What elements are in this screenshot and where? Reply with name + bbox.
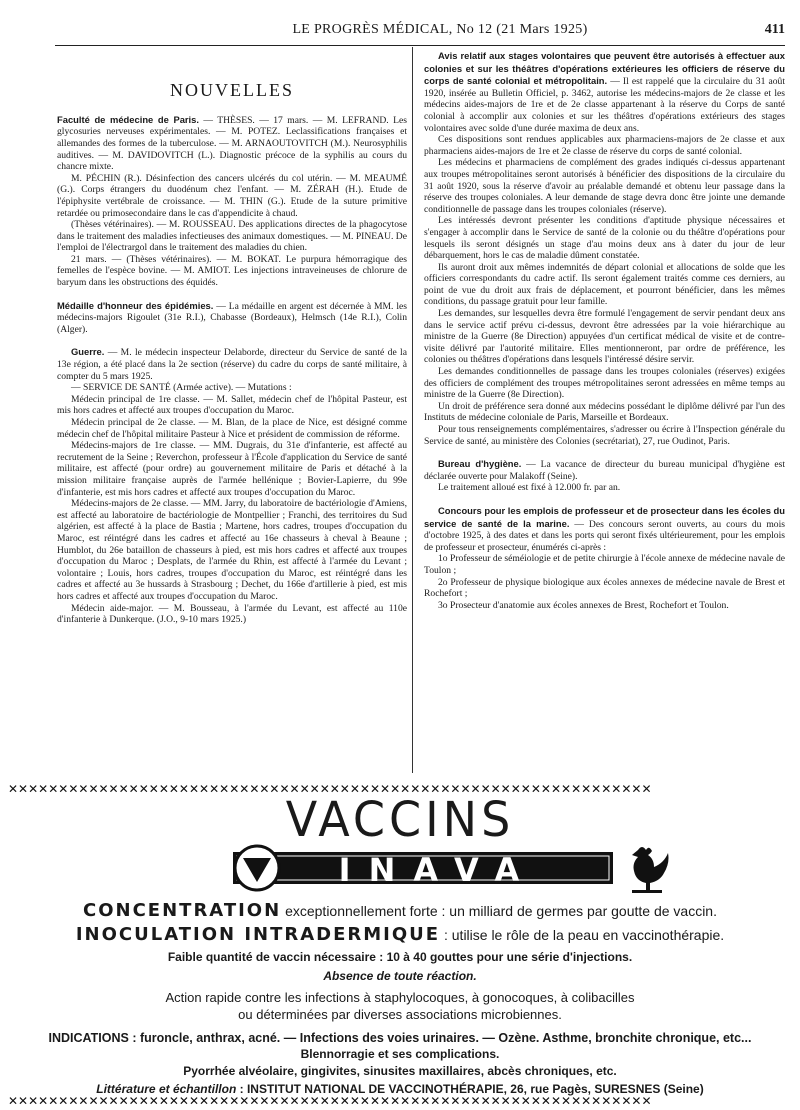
- bureau-paragraph-2: Le traitement alloué est fixé à 12.000 fr. par an.: [438, 482, 621, 494]
- concours-text: — Des concours seront ouverts, au cours du mois d'octobre 1925, à des dates et dans les ports qui seront fixés ultérieurement, pour les emplois de professeur et prosecteur, énumérés ci-après :: [424, 518, 785, 553]
- header-rule: [55, 45, 785, 46]
- faculte-paragraph: [57, 114, 407, 173]
- avis-paragraph-5: Ils auront droit aux mêmes indemnités de départ colonial et allocations de solde que les officiers correspondants du cadre actif. Ils seront également traités comme ces derniers, au point de vue du droit aux frais de déplacement, et pourront bénéficier, dans les mêmes conditions, du passage gratuit pour leur famille.: [424, 261, 785, 308]
- spacer: [424, 447, 785, 458]
- concours-heading: Concours pour les emplois de professeur et de prosecteur dans les écoles du service de santé de la marine.: [424, 504, 785, 529]
- right-column: [424, 50, 785, 772]
- ad-line-blennorragie: Blennorragie et ses complications.: [300, 1047, 500, 1061]
- inava-logo-band: [233, 844, 613, 892]
- avis-paragraph-4: Les intéressés devront présenter les conditions d'aptitude physique nécessaires et s'engager à accomplir dans le Service de santé de la colonie ou du théâtre d'opérations pour lesquels ils seront désignés un stage d'au moins deux ans à dater du jour de leur débarquement, hors le cas de maladie dûment constatée.: [424, 215, 785, 262]
- guerre-heading: Guerre.: [71, 346, 105, 358]
- guerre-text: — M. le médecin inspecteur Delaborde, directeur du Service de santé de la 13e région, a été placé dans la 2e section (réserve) du cadre du corps de santé militaire, à compter du 5 mars 1925.: [57, 347, 407, 382]
- faculte-paragraph-2: M. PÉCHIN (R.). Désinfection des cancers ulcérés du col utérin. — M. MEAUMÉ (G.). Corps étrangers du duodénum chez l'enfant. — M. ZÉRAH (H.). Etude de l'épiphysite vertébrale de croissance. — M. THIN (G.). Etude de la suture primitive retardée ou primosecondaire dans le cas d'appendicite à chaud.: [57, 172, 407, 219]
- aide-major-paragraph: Médecin aide-major. — M. Bousseau, à l'armée du Levant, est affecté au 110e d'infanterie à Dunkerque. (J.O., 9-10 mars 1925.): [57, 602, 407, 626]
- concentration-label: CONCENTRATION: [83, 900, 282, 921]
- concours-item-2: 2o Professeur de physique biologique aux écoles annexes de médecine navale de Brest et Rochefort ;: [424, 576, 785, 600]
- institut-text: : INSTITUT NATIONAL DE VACCINOTHÉRAPIE, 26, rue Pagès, SURESNES (Seine): [236, 1082, 704, 1096]
- guerre-paragraph: [57, 346, 407, 382]
- service-line: — SERVICE DE SANTÉ (Armée active). — Mutations :: [71, 382, 292, 394]
- ad-border-bottom: ✕✕✕✕✕✕✕✕✕✕✕✕✕✕✕✕✕✕✕✕✕✕✕✕✕✕✕✕✕✕✕✕✕✕✕✕✕✕✕✕✕✕✕✕✕✕✕✕✕✕✕✕✕✕✕✕✕✕✕✕✕✕✕✕: [8, 1094, 652, 1108]
- avis-heading: Avis relatif aux stages volontaires que peuvent être autorisés à effectuer aux colonies et sur les théâtres d'opérations extérieures les officiers de réserve du corps de santé colonial et métropolitain.: [424, 50, 785, 87]
- principal-2-paragraph: Médecin principal de 2e classe. — M. Blan, de la place de Nice, est désigné comme médecin chef de l'hôpital militaire Pasteur à Nice et président de commission de réforme.: [57, 417, 407, 440]
- ad-line-dosage: Faible quantité de vaccin nécessaire : 10 à 40 gouttes pour une série d'injections.: [167, 950, 633, 964]
- medaille-heading: Médaille d'honneur des épidémies.: [57, 299, 214, 311]
- column-divider: [412, 47, 413, 773]
- spacer: [57, 289, 407, 300]
- page-number: 411: [764, 22, 785, 37]
- faculte-heading: Faculté de médecine de Paris.: [57, 113, 199, 125]
- ad-line-associations: ou déterminées par diverses associations microbiennes.: [238, 1007, 562, 1022]
- litterature-label: Littérature et échantillon: [96, 1082, 237, 1096]
- medaille-paragraph: [57, 300, 407, 336]
- ad-brand: INAVA: [338, 851, 538, 889]
- spacer: [57, 335, 407, 346]
- faculte-paragraph-4: 21 mars. — (Thèses vétérinaires). — M. BOKAT. Le purpura hémorragique des femelles de l'espèce bovine. — M. AMIOT. Les injections intraveineuses de chlorure de baryum dans les obstructions des équidés.: [57, 253, 407, 289]
- medaille-text: — La médaille en argent est décernée à MM. les médecins-majors Rigoulet (31e R.I.), Chabasse (Bordeaux), Helmsch (14e R.I.), Colin (Alger).: [57, 300, 407, 335]
- avis-paragraph: [424, 50, 785, 134]
- avis-paragraph-9: Pour tous renseignements complémentaires, s'adresser ou écrire à l'Inspection générale du Service de santé, au ministère des Colonies (secrétariat), 27, rue Oudinot, Paris.: [424, 424, 785, 447]
- concours-item-1: 1o Professeur de séméiologie et de petite chirurgie à l'école annexe de médecine navale de Toulon ;: [424, 553, 785, 576]
- bureau-heading: Bureau d'hygiène.: [438, 458, 522, 470]
- avis-paragraph-3: Les médecins et pharmaciens de complément des grades indiqués ci-dessus appartenant aux troupes métropolitaines seront autorisés à bénéficier des dispositions de la circulaire du 31 août 1920, sous la réserve d'avoir au préalable demandé et obtenu leur passage dans la réserve des troupes coloniales. A leur demande de stage devra donc être jointe une demande conditionnelle de passage dans les troupes coloniales (réserve).: [424, 157, 785, 215]
- rooster-icon: [620, 842, 672, 896]
- concentration-text: exceptionnellement forte : un milliard de germes par goutte de vaccin.: [281, 903, 717, 919]
- avis-paragraph-7: Les demandes conditionnelles de passage dans les troupes coloniales (réserves) exigées des officiers de complément des troupes métropolitaines seront adressées en même temps au ministre de la Guerre (8e Direction).: [424, 366, 785, 401]
- majors-2-paragraph: Médecins-majors de 2e classe. — MM. Jarry, du laboratoire de bactériologie d'Amiens, est affecté au laboratoire de bactériologie de Montpellier ; Franchi, des territoires du Sud algérien, est affecté à la place de Bastia ; Martene, hors cadres, troupes d'occupation du Maroc, est réintégré dans les cadres et affecté au 16e chasseurs à cheval à Beaune ; Humblot, du 26e bataillon de chasseurs à pied, est mis hors cadres et affecté aux troupes d'occupation du Maroc ; Desplats, de l'armée du Rhin, est affecté à l'armée du Levant ; volontaire ; Louis, hors cadres, troupes d'occupation du Maroc, est réintégré dans les cadres et affecté au 3e hussards à Strasbourg ; Dechet, du 166e d'artillerie à pied, est mis hors cadres et affecté aux troupes d'occupation du Maroc.: [57, 498, 407, 602]
- inoculation-text: : utilise le rôle de la peau en vaccinothérapie.: [440, 927, 725, 943]
- faculte-paragraph-3: (Thèses vétérinaires). — M. ROUSSEAU. Des applications directes de la phagocytose dans le traitement des maladies infectieuses des animaux domestiques. — M. PINEAU. De l'emploi de l'électrargol dans le traitement des maladies du chien.: [57, 219, 407, 254]
- vaccins-advertisement: [8, 782, 792, 1108]
- ad-line-indications: INDICATIONS : furoncle, anthrax, acné. — Infections des voies urinaires. — Ozène. Asthme, bronchite chronique, etc...: [48, 1031, 752, 1045]
- ad-border-top: ✕✕✕✕✕✕✕✕✕✕✕✕✕✕✕✕✕✕✕✕✕✕✕✕✕✕✕✕✕✕✕✕✕✕✕✕✕✕✕✕✕✕✕✕✕✕✕✕✕✕✕✕✕✕✕✕✕✕✕✕✕✕✕✕: [8, 782, 652, 796]
- ad-line-inoculation: [8, 924, 792, 945]
- avis-text: — Il est rappelé que la circulaire du 31 août 1920, insérée au Bulletin Officiel, p. 3462, autorise les médecins-majors de 2e classe et les médecins aides-majors de 1re et de 2e classe appartenant à la réserve du Corps de santé colonial à accomplir aux colonies et sur les théâtres d'opérations extérieurs des stages volontaires avec solde d'une durée maxima de deux ans.: [424, 76, 785, 134]
- avis-paragraph-8: Un droit de préférence sera donné aux médecins possédant le diplôme délivré par l'un des Instituts de médecine coloniale de Paris, Marseille et Bordeaux.: [424, 400, 785, 424]
- concours-paragraph: [424, 505, 785, 553]
- faculte-text: — THÈSES. — 17 mars. — M. LEFRAND. Les glycosuries nerveuses expérimentales. — M. POTEZ. Leclassifications françaises et allemandes des formes de la tuberculose. — M. ARNAOUTOVITCH (M.). Neurosyphilis auditives. — M. DAVIDOVITCH (L.). Diagnostic précoce de la syphilis au cours du chancre mixte.: [57, 114, 407, 173]
- inoculation-label: INOCULATION INTRADERMIQUE: [75, 924, 441, 945]
- section-title: NOUVELLES: [170, 80, 294, 100]
- avis-paragraph-2: Ces dispositions sont rendues applicables aux pharmaciens-majors de 2e classe et aux pharmaciens aides-majors de 1re et 2e classe de réserve du corps de santé colonial.: [424, 134, 785, 157]
- left-column: [57, 50, 407, 772]
- ad-line-action: Action rapide contre les infections à staphylocoques, à gonocoques, à colibacilles: [165, 990, 635, 1005]
- principal-1-paragraph: Médecin principal de 1re classe. — M. Sallet, médecin chef de l'hôpital Pasteur, est mis hors cadres et affecté aux troupes d'occupation du Maroc.: [57, 393, 407, 417]
- majors-1-paragraph: Médecins-majors de 1re classe. — MM. Dugrais, du 31e d'infanterie, est affecté au recrutement de la Seine ; Reverchon, professeur à l'École d'application du Service de santé militaire, est affecté (pour ordre) au gouvernement militaire de Paris et détaché à la mission militaire française auprès de l'armée hellénique ; Bovier-Lapierre, du 99e d'infanterie, est mis hors cadres et affecté aux troupes d'occupation du Maroc.: [57, 440, 407, 498]
- ad-line-concentration: [8, 900, 792, 921]
- running-title: LE PROGRÈS MÉDICAL, No 12 (21 Mars 1925): [292, 22, 588, 37]
- avis-paragraph-6: Les demandes, sur lesquelles devra être formulé l'engagement de servir pendant deux ans dans le service actif prévu ci-dessus, devront être adressées par la voie hiérarchique au ministre de la Guerre (8e Direction) appuyées d'un certificat médical de visite et de contre-visite délivré par l'autorité militaire. Elles mentionneront, par ordre de préférence, les colonies ou théâtres d'opérations dans lesquels l'intéressé désire servir.: [424, 308, 785, 366]
- ad-title: VACCINS: [285, 790, 515, 848]
- spacer: [424, 494, 785, 505]
- ad-line-absence: Absence de toute réaction.: [323, 969, 477, 983]
- ad-line-pyorrhee: Pyorrhée alvéolaire, gingivites, sinusites maxillaires, abcès chroniques, etc.: [183, 1064, 617, 1078]
- bureau-text: — La vacance de directeur du bureau municipal d'hygiène est déclarée ouverte pour Malakoff (Seine).: [424, 459, 785, 482]
- concours-item-3: 3o Prosecteur d'anatomie aux écoles annexes de Brest, Rochefort et Toulon.: [438, 599, 729, 611]
- bureau-paragraph: [424, 458, 785, 482]
